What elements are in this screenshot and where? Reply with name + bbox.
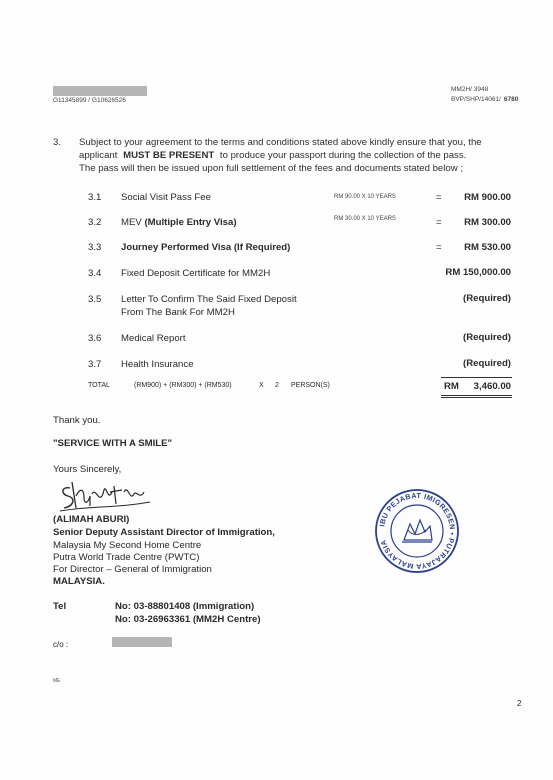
- total-formula: (RM900) + (RM300) + (RM530): [134, 382, 232, 389]
- tel-number-2: No: 03-26963361 (MM2H Centre): [115, 614, 261, 625]
- item-number: 3.7: [88, 359, 102, 370]
- total-value: 3,460.00: [473, 381, 511, 392]
- total-currency: RM: [444, 381, 459, 392]
- item-label: Journey Performed Visa (If Required): [121, 242, 291, 253]
- item-number: 3.5: [88, 294, 102, 305]
- para-number: 3.: [53, 137, 62, 148]
- item-label: Health Insurance: [121, 359, 194, 370]
- header-right-ref-1: MM2H/ 3948: [451, 86, 489, 93]
- office-country: MALAYSIA.: [53, 576, 105, 587]
- total-times: X: [259, 382, 264, 389]
- item-label: Medical Report: [121, 333, 186, 344]
- para-line-2-pre: applicant: [79, 150, 118, 161]
- item-label-line-1: Letter To Confirm The Said Fixed Deposit: [121, 294, 297, 305]
- page-number: 2: [517, 699, 522, 708]
- signature-image: [58, 478, 158, 516]
- item-number: 3.3: [88, 242, 102, 253]
- item-label-bold: (Multiple Entry Visa): [144, 217, 237, 228]
- total-label: TOTAL: [88, 382, 110, 389]
- item-amount: RM 150,000.00: [445, 267, 511, 278]
- service-motto: "SERVICE WITH A SMILE": [53, 438, 173, 449]
- item-equals: =: [436, 242, 442, 253]
- yours-sincerely: Yours Sincerely,: [53, 464, 122, 475]
- cc-label: c/o :: [53, 640, 69, 649]
- item-label-line-2: From The Bank For MM2H: [121, 307, 235, 318]
- para-line-2-post: to produce your passport during the collection of the pass.: [219, 150, 467, 161]
- header-right-ref-prefix: BVP/SHP/14061/: [451, 96, 501, 103]
- item-label: Social Visit Pass Fee: [121, 192, 211, 203]
- item-amount: RM 900.00: [464, 192, 511, 203]
- item-number: 3.2: [88, 217, 102, 228]
- item-label-pre: MEV: [121, 217, 145, 228]
- redacted-name: [53, 86, 147, 96]
- redacted-cc: [112, 637, 172, 647]
- office-line-1: Malaysia My Second Home Centre: [53, 540, 202, 551]
- item-amount: RM 530.00: [464, 242, 511, 253]
- thank-you: Thank you.: [53, 415, 101, 426]
- header-right-ref-bold: 6780: [503, 96, 519, 103]
- header-left-ref: G11345899 / G10626526: [53, 97, 126, 104]
- item-label: Fixed Deposit Certificate for MM2H: [121, 268, 271, 279]
- svg-text:IBU PEJABAT IMIGRESEN • PUTRAJ: [377, 491, 457, 571]
- item-amount: (Required): [463, 358, 511, 369]
- total-persons: PERSON(S): [291, 382, 330, 389]
- header-right-ref-2: [451, 96, 518, 103]
- para-line-2: [79, 150, 466, 163]
- para-line-3: The pass will then be issued upon full settlement of the fees and documents stated below ;: [79, 163, 463, 174]
- immigration-stamp: [374, 488, 460, 574]
- item-calc: RM 90.00 X 10 YEARS: [334, 194, 396, 200]
- tel-number-1: No: 03-88801408 (Immigration): [115, 601, 255, 612]
- signatory-title: Senior Deputy Assistant Director of Immigration,: [53, 527, 275, 538]
- item-amount: RM 300.00: [464, 217, 511, 228]
- para-line-1: Subject to your agreement to the terms and conditions stated above kindly ensure that you, the: [79, 137, 482, 148]
- item-label: [121, 217, 237, 228]
- item-equals: =: [436, 192, 442, 203]
- office-line-3: For Director – General of Immigration: [53, 564, 212, 575]
- footer-initials: ME: [53, 678, 61, 684]
- office-line-2: Putra World Trade Centre (PWTC): [53, 552, 200, 563]
- item-calc: RM 30.00 X 10 YEARS: [334, 216, 396, 222]
- item-number: 3.1: [88, 192, 102, 203]
- item-amount: (Required): [463, 332, 511, 343]
- item-equals: =: [436, 217, 442, 228]
- item-amount: (Required): [463, 293, 511, 304]
- item-number: 3.4: [88, 268, 102, 279]
- signatory-name: (ALIMAH ABURI): [53, 514, 130, 525]
- tel-label: Tel: [53, 601, 67, 612]
- item-number: 3.6: [88, 333, 102, 344]
- para-must-be-present: MUST BE PRESENT: [123, 150, 215, 161]
- stamp-text: IBU PEJABAT IMIGRESEN • PUTRAJAYA MALAYSIA: [377, 490, 458, 572]
- total-count: 2: [275, 382, 279, 389]
